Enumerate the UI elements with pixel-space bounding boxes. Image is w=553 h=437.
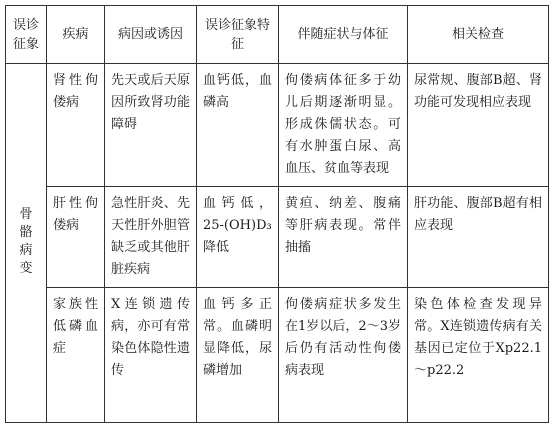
symptoms-cell: 佝偻病症状多发生在1岁以后，2～3岁后仍有活动性佝偻病表现: [279, 288, 408, 423]
symptoms-cell: 黄疸、纳差、腹痛等肝病表现。常伴抽搐: [279, 187, 408, 288]
table-row: [6, 288, 549, 423]
disease-cell: 肝性佝偻病: [47, 187, 105, 288]
symptoms-cell: 佝偻病体征多于幼儿后期逐渐明显。形成侏儒状态。可有水肿蛋白尿、高血压、贫血等表现: [279, 64, 408, 187]
disease-cell: 肾性佝偻病: [47, 64, 105, 187]
header-sign-feature: 误诊征象特征: [197, 6, 279, 64]
cause-cell: X连锁遗传病，亦可有常染色体隐性遗传: [105, 288, 197, 423]
cause-cell: 先天或后天原因所致肾功能障碍: [105, 64, 197, 187]
exam-cell: 染色体检查发现异常。X连锁遗传病有关基因已定位于Xp22.1～p22.2: [408, 288, 549, 423]
header-exam: 相关检查: [408, 6, 549, 64]
category-label: 骨骼病变: [19, 207, 33, 276]
feature-cell: 血钙低，血磷高: [197, 64, 279, 187]
header-cause: 病因或诱因: [105, 6, 197, 64]
exam-cell: 尿常规、腹部B超、肾功能可发现相应表现: [408, 64, 549, 187]
table-row: [6, 187, 549, 288]
exam-cell: 肝功能、腹部B超有相应表现: [408, 187, 549, 288]
header-symptoms: 伴随症状与体征: [279, 6, 408, 64]
cause-cell: 急性肝炎、先天性肝外胆管缺乏或其他肝脏疾病: [105, 187, 197, 288]
feature-cell: 血钙低，25-(OH)D₃降低: [197, 187, 279, 288]
feature-cell: 血钙多正常。血磷明显降低，尿磷增加: [197, 288, 279, 423]
category-cell: [6, 64, 47, 423]
differential-diagnosis-table: [5, 5, 549, 423]
header-misdiagnosis-sign: 误诊征象: [6, 6, 47, 64]
table-row: [6, 64, 549, 187]
disease-cell: 家族性低磷血症: [47, 288, 105, 423]
header-row: [6, 6, 549, 64]
header-disease: 疾病: [47, 6, 105, 64]
